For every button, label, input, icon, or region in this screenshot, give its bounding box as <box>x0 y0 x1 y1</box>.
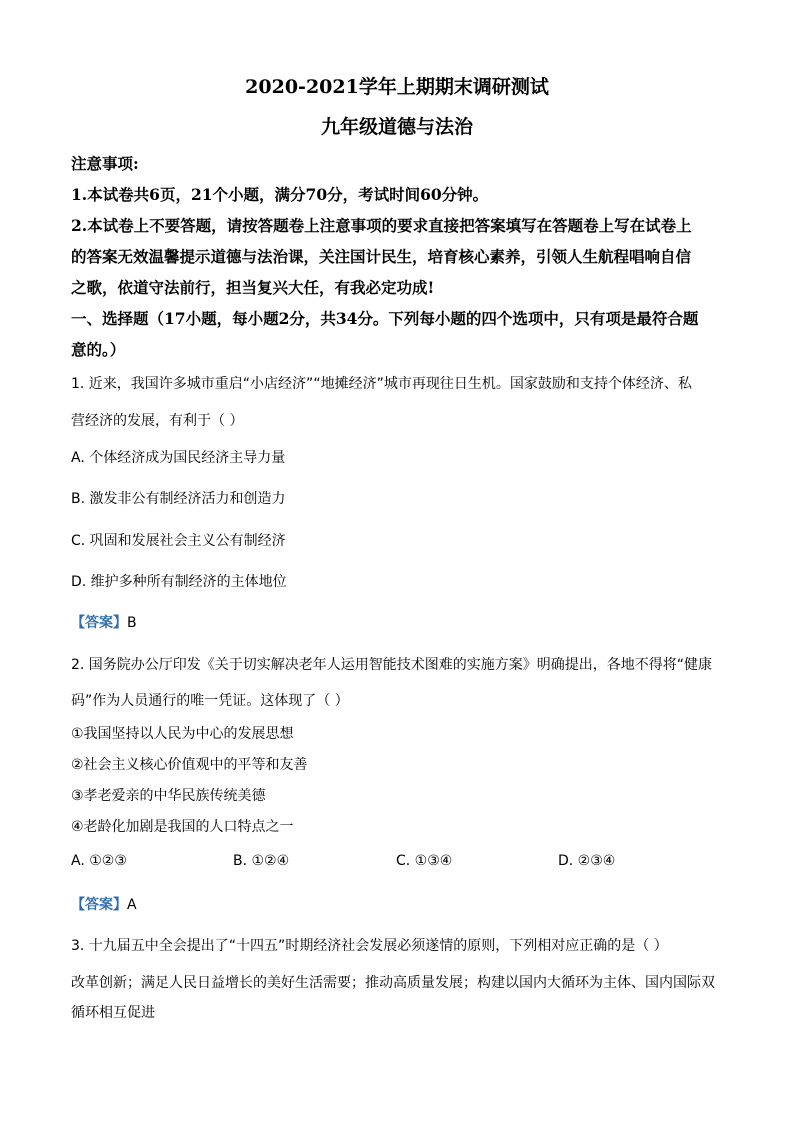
notice-heading: 注意事项: <box>71 154 139 173</box>
exam-subject: 九年级道德与法治 <box>320 116 473 138</box>
exam-title: 2020-2021学年上期期末调研测试 <box>245 76 549 98</box>
q2-option-b: B. ①②④ <box>233 853 290 869</box>
q3-stem-line-1: 3. 十九届五中全会提出了“十四五”时期经济社会发展必须遂情的原则，下列相对应正确的是（ ） <box>71 938 668 954</box>
q1-option-d: D. 维护多种所有制经济的主体地位 <box>71 574 287 590</box>
q2-statement-2: ②社会主义核心价值观中的平等和友善 <box>71 757 308 773</box>
q2-answer <box>71 894 137 914</box>
notice-item-1: 1.本试卷共6页，21个小题，满分70分，考试时间60分钟。 <box>71 185 489 204</box>
q3-stem-line-2: 改革创新；满足人民日益增长的美好生活需要；推动高质量发展；构建以国内大循环为主体、国内国际双 <box>71 975 715 991</box>
q2-option-d: D. ②③④ <box>558 853 616 869</box>
q2-option-c: C. ①③④ <box>396 853 453 869</box>
q2-stem-line-2: 码”作为人员通行的唯一凭证。这体现了（ ） <box>71 693 349 709</box>
answer-value: B <box>127 615 137 631</box>
q1-answer <box>71 612 137 632</box>
q1-option-b: B. 激发非公有制经济活力和创造力 <box>71 491 286 507</box>
notice-item-2-line-2: 的答案无效温馨提示道德与法治课，关注国计民生，培育核心素养，引领人生航程唱响自信 <box>71 247 692 266</box>
q1-stem-line-2: 营经济的发展，有利于（ ） <box>71 413 244 429</box>
q1-option-a: A. 个体经济成为国民经济主导力量 <box>71 450 286 466</box>
q1-stem-line-1: 1. 近来，我国许多城市重启“小店经济”“地摊经济”城市再现往日生机。国家鼓励和支持个体经济、私 <box>71 376 692 392</box>
q3-stem-line-3: 循环相互促进 <box>71 1005 155 1021</box>
q2-option-a: A. ①②③ <box>71 853 127 869</box>
section-heading-line-2: 意的。） <box>71 340 126 359</box>
q2-statement-4: ④老龄化加剧是我国的人口特点之一 <box>71 819 294 835</box>
q2-stem-line-1: 2. 国务院办公厅印发《关于切实解决老年人运用智能技术图难的实施方案》明确提出，各地不得将“健康 <box>71 657 713 673</box>
q2-statement-1: ①我国坚持以人民为中心的发展思想 <box>71 726 294 742</box>
notice-item-2-line-1: 2.本试卷上不要答题，请按答题卷上注意事项的要求直接把答案填写在答题卷上写在试卷上 <box>71 216 692 235</box>
answer-tag: 【答案】 <box>71 897 127 913</box>
answer-tag: 【答案】 <box>71 615 127 631</box>
notice-item-2-line-3: 之歌，依道守法前行，担当复兴大任，有我必定功成! <box>71 278 435 297</box>
q1-option-c: C. 巩固和发展社会主义公有制经济 <box>71 533 286 549</box>
answer-value: A <box>127 897 137 913</box>
section-heading-line-1: 一、选择题（17小题，每小题2分，共34分。下列每小题的四个选项中，只有项是最符合题 <box>71 309 699 328</box>
q2-statement-3: ③孝老爱亲的中华民族传统美德 <box>71 788 266 804</box>
